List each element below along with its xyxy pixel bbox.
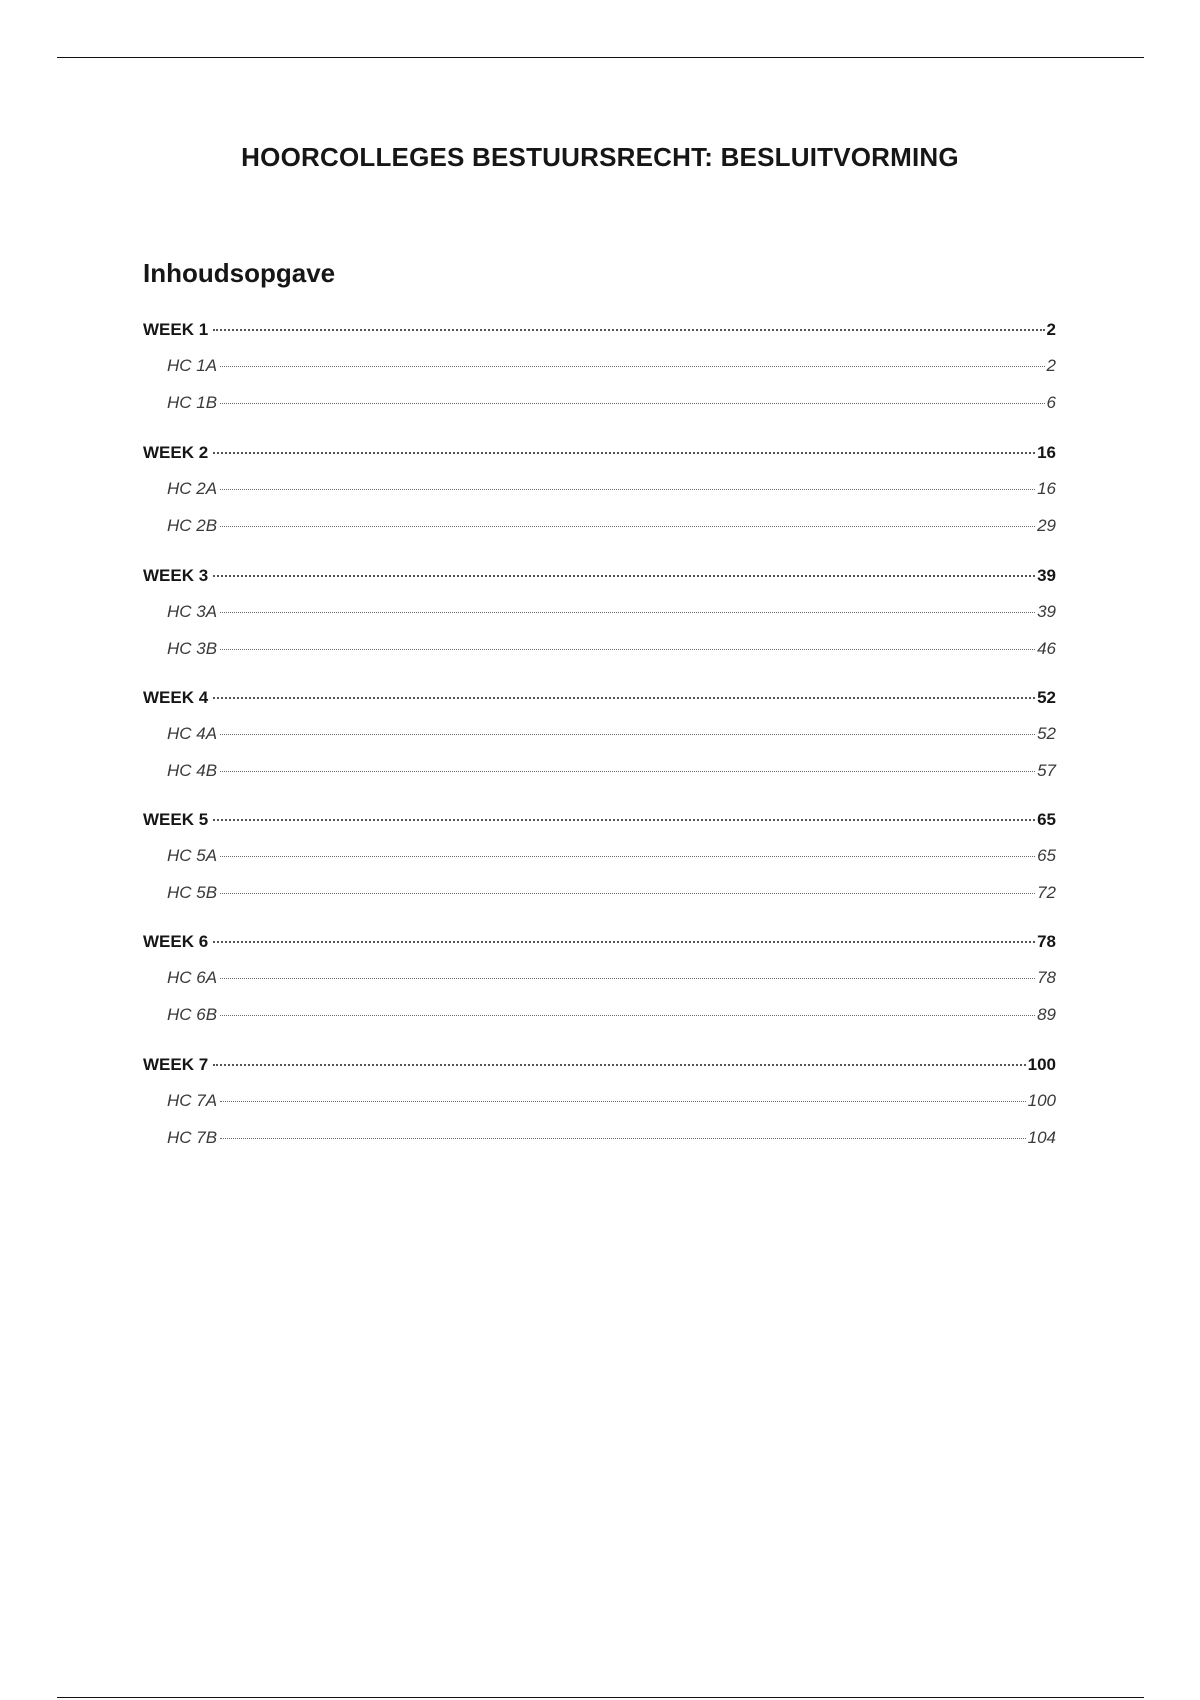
toc-entry-label: HC 6B (167, 1005, 218, 1024)
toc-entry-label: HC 2A (167, 479, 218, 498)
toc-entry-label: HC 7A (167, 1091, 218, 1110)
toc-dot-leader (220, 366, 1044, 367)
toc-dot-leader (220, 489, 1035, 490)
toc-entry-week[interactable] (143, 808, 1056, 832)
toc-entry-lecture[interactable] (167, 881, 1056, 905)
toc-entry-label: HC 6A (167, 968, 218, 987)
toc-entry-page-number: 39 (1037, 602, 1056, 621)
toc-entry-page-number: 52 (1037, 688, 1056, 707)
toc-entry-page-number: 39 (1037, 566, 1056, 585)
toc-entry-page-number: 6 (1046, 393, 1056, 412)
footer-rule (57, 1697, 1144, 1698)
toc-entry-label: WEEK 5 (143, 810, 209, 829)
document-title: HOORCOLLEGES BESTUURSRECHT: BESLUITVORMING (241, 142, 959, 172)
toc-entry-page-number: 57 (1037, 761, 1056, 780)
toc-dot-leader (213, 941, 1035, 943)
toc-entry-label: HC 5A (167, 846, 218, 865)
toc-entry-label: HC 3A (167, 602, 218, 621)
toc-entry-label: HC 1A (167, 356, 218, 375)
toc-entry-label: HC 1B (167, 393, 218, 412)
toc-entry-week[interactable] (143, 686, 1056, 710)
toc-entry-lecture[interactable] (167, 477, 1056, 501)
toc-entry-week[interactable] (143, 564, 1056, 588)
toc-entry-week[interactable] (143, 441, 1056, 465)
toc-entry-page-number: 2 (1046, 356, 1056, 375)
toc-entry-lecture[interactable] (167, 844, 1056, 868)
toc-entry-page-number: 78 (1037, 968, 1056, 987)
toc-dot-leader (220, 526, 1035, 527)
toc-entry-label: WEEK 1 (143, 320, 209, 339)
toc-dot-leader (220, 893, 1035, 894)
toc-entry-week[interactable] (143, 930, 1056, 954)
toc-entry-lecture[interactable] (167, 759, 1056, 783)
toc-entry-label: HC 3B (167, 639, 218, 658)
toc-dot-leader (213, 452, 1035, 454)
toc-entry-page-number: 104 (1027, 1128, 1056, 1147)
toc-entry-lecture[interactable] (167, 966, 1056, 990)
toc-entry-label: HC 2B (167, 516, 218, 535)
toc-entry-page-number: 100 (1027, 1055, 1056, 1074)
toc-dot-leader (220, 978, 1035, 979)
toc-dot-leader (213, 575, 1035, 577)
toc-entry-week[interactable] (143, 318, 1056, 342)
toc-entry-lecture[interactable] (167, 1126, 1056, 1150)
toc-entry-label: HC 4A (167, 724, 218, 743)
toc-entry-label: HC 5B (167, 883, 218, 902)
toc-entry-lecture[interactable] (167, 514, 1056, 538)
toc-entry-label: HC 7B (167, 1128, 218, 1147)
toc-entry-page-number: 29 (1037, 516, 1056, 535)
toc-entry-lecture[interactable] (167, 1003, 1056, 1027)
toc-entry-page-number: 46 (1037, 639, 1056, 658)
toc-entry-lecture[interactable] (167, 354, 1056, 378)
toc-entry-page-number: 16 (1037, 479, 1056, 498)
toc-entry-lecture[interactable] (167, 1089, 1056, 1113)
toc-entry-lecture[interactable] (167, 600, 1056, 624)
toc-entry-label: HC 4B (167, 761, 218, 780)
toc-entry-page-number: 78 (1037, 932, 1056, 951)
toc-dot-leader (220, 734, 1035, 735)
toc-entry-page-number: 100 (1027, 1091, 1056, 1110)
toc-dot-leader (220, 1101, 1026, 1102)
toc-entry-page-number: 65 (1037, 810, 1056, 829)
toc-entry-page-number: 89 (1037, 1005, 1056, 1024)
toc-entry-page-number: 2 (1046, 320, 1056, 339)
toc-entry-label: WEEK 6 (143, 932, 209, 951)
toc-entry-page-number: 52 (1037, 724, 1056, 743)
toc-entry-lecture[interactable] (167, 637, 1056, 661)
toc-dot-leader (213, 697, 1035, 699)
toc-dot-leader (213, 1064, 1025, 1066)
toc-entry-label: WEEK 3 (143, 566, 209, 585)
toc-entry-label: WEEK 7 (143, 1055, 209, 1074)
toc-dot-leader (213, 819, 1035, 821)
toc-dot-leader (220, 1138, 1026, 1139)
toc-entry-page-number: 65 (1037, 846, 1056, 865)
toc-dot-leader (220, 856, 1035, 857)
toc-entry-week[interactable] (143, 1053, 1056, 1077)
toc-entry-page-number: 16 (1037, 443, 1056, 462)
toc-dot-leader (220, 771, 1035, 772)
toc-entry-label: WEEK 4 (143, 688, 209, 707)
toc-entry-label: WEEK 2 (143, 443, 209, 462)
toc-dot-leader (213, 329, 1044, 331)
toc-dot-leader (220, 1015, 1035, 1016)
toc-entry-lecture[interactable] (167, 391, 1056, 415)
toc-heading: Inhoudsopgave (143, 258, 336, 288)
toc-entry-page-number: 72 (1037, 883, 1056, 902)
toc-dot-leader (220, 649, 1035, 650)
toc-entry-lecture[interactable] (167, 722, 1056, 746)
toc-dot-leader (220, 612, 1035, 613)
toc-dot-leader (220, 403, 1044, 404)
